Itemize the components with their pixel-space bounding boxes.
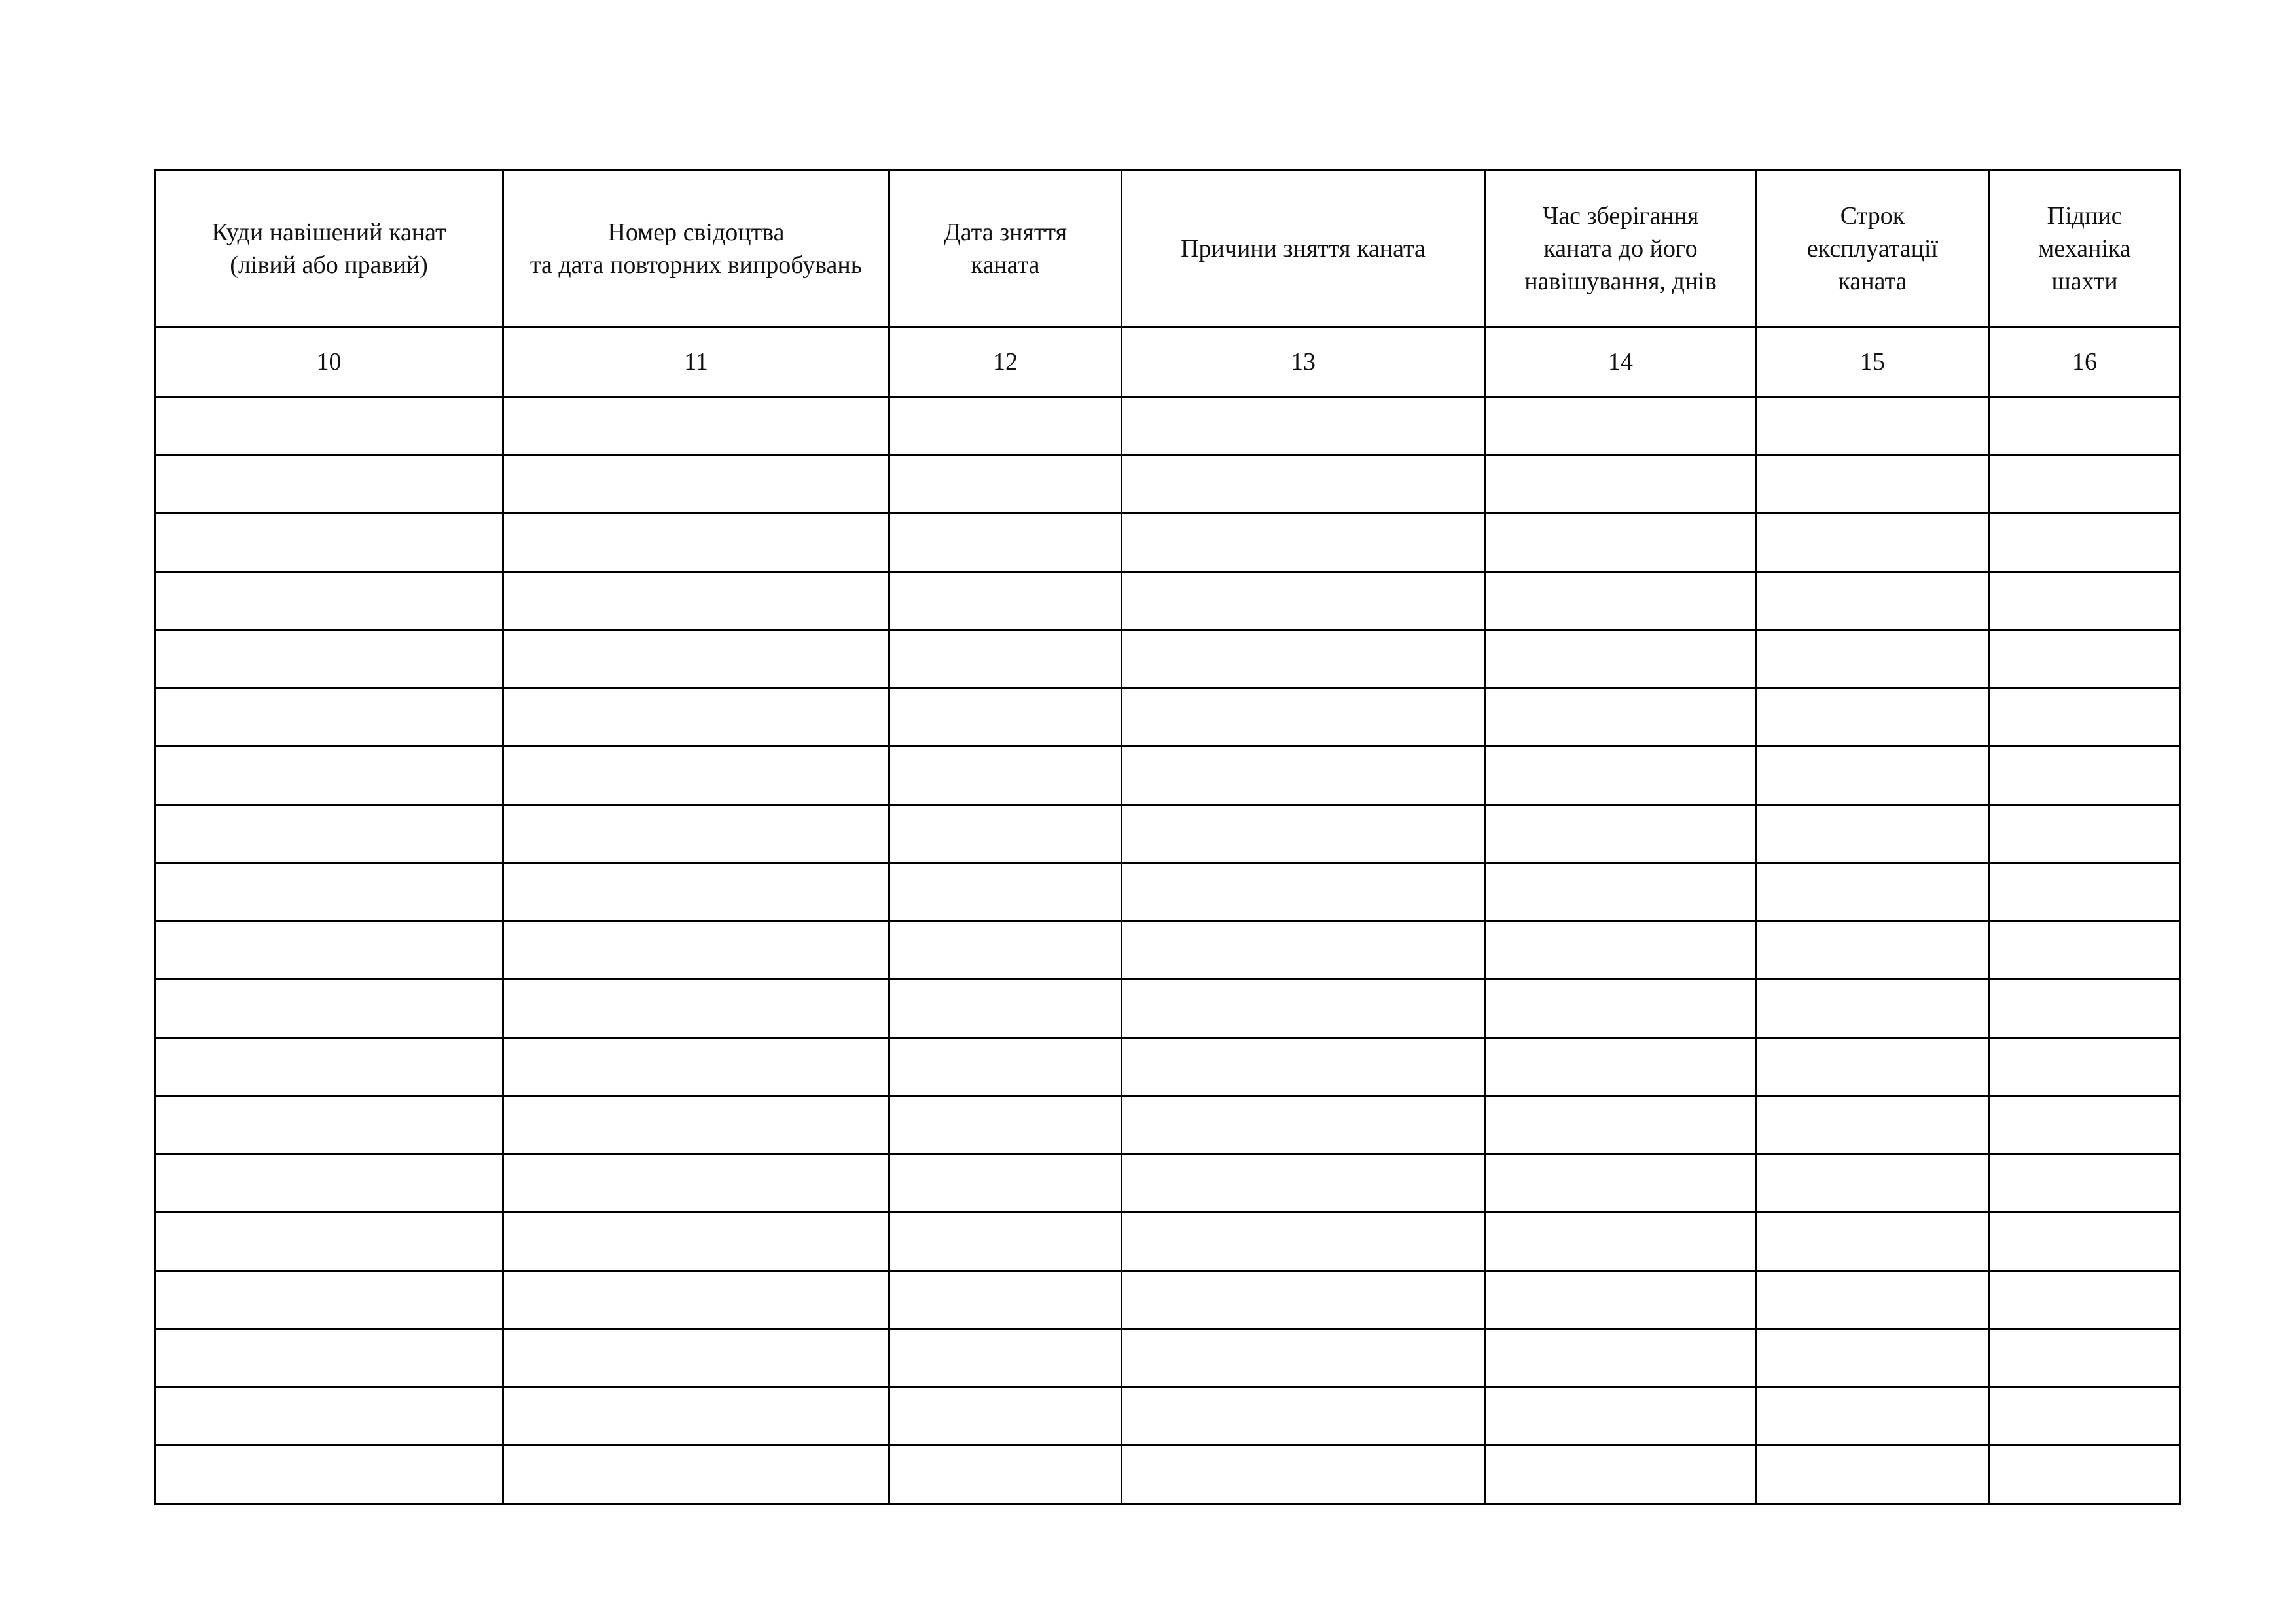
table-cell[interactable]	[1485, 630, 1757, 688]
table-cell[interactable]	[889, 397, 1122, 455]
table-cell[interactable]	[889, 921, 1122, 980]
table-cell[interactable]	[1485, 455, 1757, 514]
table-cell[interactable]	[155, 1038, 503, 1096]
table-cell[interactable]	[503, 863, 889, 921]
column-header-text: Номер свідоцтва та дата повторних випробувань	[529, 219, 863, 279]
table-cell[interactable]	[1757, 397, 1989, 455]
table-cell[interactable]	[889, 1446, 1122, 1504]
table-row	[155, 1271, 2181, 1329]
table-cell[interactable]	[1485, 572, 1757, 630]
table-cell[interactable]	[155, 747, 503, 805]
table-row	[155, 805, 2181, 863]
table-cell[interactable]	[1485, 863, 1757, 921]
table-cell[interactable]	[1485, 397, 1757, 455]
column-header	[1485, 171, 1757, 327]
table-row	[155, 980, 2181, 1038]
table-row	[155, 514, 2181, 572]
table-cell[interactable]	[1122, 1446, 1485, 1504]
table-cell[interactable]	[1122, 572, 1485, 630]
table-cell[interactable]	[503, 980, 889, 1038]
column-header-text: Час зберігання каната до його навішування, днів	[1524, 202, 1717, 295]
column-header-text: Підпис механіка шахти	[2038, 202, 2131, 295]
column-number-text: 10	[316, 348, 342, 376]
table-cell[interactable]	[889, 1213, 1122, 1271]
table-cell[interactable]	[1757, 630, 1989, 688]
table-cell[interactable]	[1989, 688, 2181, 747]
column-header	[889, 171, 1122, 327]
table-row	[155, 1213, 2181, 1271]
column-number-text: 16	[2072, 348, 2097, 376]
table-cell[interactable]	[1122, 688, 1485, 747]
table-cell[interactable]	[1485, 805, 1757, 863]
table-cell[interactable]	[155, 1446, 503, 1504]
table-cell[interactable]	[1757, 455, 1989, 514]
table-cell[interactable]	[1757, 921, 1989, 980]
table-cell[interactable]	[503, 455, 889, 514]
table-cell[interactable]	[1757, 863, 1989, 921]
table-cell[interactable]	[1989, 630, 2181, 688]
table-cell[interactable]	[503, 572, 889, 630]
table-cell[interactable]	[503, 630, 889, 688]
table-cell[interactable]	[155, 455, 503, 514]
table-cell[interactable]	[503, 688, 889, 747]
table-cell[interactable]	[503, 1096, 889, 1154]
table-cell[interactable]	[1485, 1038, 1757, 1096]
table-cell[interactable]	[1757, 1154, 1989, 1213]
table-cell[interactable]	[1485, 1446, 1757, 1504]
table-cell[interactable]	[1989, 455, 2181, 514]
table-cell[interactable]	[1757, 1446, 1989, 1504]
table-cell[interactable]	[1989, 980, 2181, 1038]
table-cell[interactable]	[155, 980, 503, 1038]
table-cell[interactable]	[503, 514, 889, 572]
table-cell[interactable]	[889, 1387, 1122, 1446]
table-cell[interactable]	[889, 805, 1122, 863]
table-cell[interactable]	[889, 863, 1122, 921]
table-cell[interactable]	[503, 1038, 889, 1096]
table-cell[interactable]	[1122, 1213, 1485, 1271]
table-cell[interactable]	[155, 1154, 503, 1213]
table-cell[interactable]	[503, 1387, 889, 1446]
table-row	[155, 1387, 2181, 1446]
table-cell[interactable]	[1122, 1271, 1485, 1329]
column-number	[1989, 327, 2181, 397]
table-cell[interactable]	[889, 1271, 1122, 1329]
table-cell[interactable]	[155, 805, 503, 863]
table-cell[interactable]	[1989, 1038, 2181, 1096]
column-number	[155, 327, 503, 397]
column-header	[1757, 171, 1989, 327]
column-number-text: 15	[1860, 348, 1885, 376]
column-header-text: Причини зняття каната	[1181, 235, 1426, 262]
table-row	[155, 1096, 2181, 1154]
column-number	[889, 327, 1122, 397]
table-cell[interactable]	[1485, 1096, 1757, 1154]
table-cell[interactable]	[155, 397, 503, 455]
table-cell[interactable]	[1122, 747, 1485, 805]
table-cell[interactable]	[1757, 514, 1989, 572]
table-cell[interactable]	[1122, 1038, 1485, 1096]
table-row	[155, 747, 2181, 805]
column-header	[1989, 171, 2181, 327]
table-cell[interactable]	[889, 688, 1122, 747]
table-cell[interactable]	[1989, 805, 2181, 863]
table-cell[interactable]	[1122, 1329, 1485, 1387]
table-cell[interactable]	[155, 1387, 503, 1446]
column-number	[1485, 327, 1757, 397]
table-cell[interactable]	[1989, 572, 2181, 630]
table-cell[interactable]	[1989, 1329, 2181, 1387]
table-cell[interactable]	[1757, 805, 1989, 863]
table-cell[interactable]	[155, 1213, 503, 1271]
table-cell[interactable]	[1122, 455, 1485, 514]
table-cell[interactable]	[1757, 572, 1989, 630]
table-row	[155, 1446, 2181, 1504]
table-row	[155, 688, 2181, 747]
column-header	[155, 171, 503, 327]
table-cell[interactable]	[1122, 980, 1485, 1038]
table-cell[interactable]	[1485, 1271, 1757, 1329]
table-header-row	[155, 171, 2181, 327]
table-cell[interactable]	[155, 630, 503, 688]
table-cell[interactable]	[1757, 747, 1989, 805]
table-cell[interactable]	[1122, 1154, 1485, 1213]
table-cell[interactable]	[1989, 1096, 2181, 1154]
table-cell[interactable]	[1485, 747, 1757, 805]
table-cell[interactable]	[889, 747, 1122, 805]
table-cell[interactable]	[503, 1329, 889, 1387]
column-number	[1122, 327, 1485, 397]
table-row	[155, 397, 2181, 455]
table-cell[interactable]	[889, 1096, 1122, 1154]
table-cell[interactable]	[503, 1154, 889, 1213]
table-cell[interactable]	[1989, 863, 2181, 921]
table-row	[155, 455, 2181, 514]
table-row	[155, 1154, 2181, 1213]
table-cell[interactable]	[1485, 688, 1757, 747]
table-cell[interactable]	[1122, 1096, 1485, 1154]
table-cell[interactable]	[1122, 863, 1485, 921]
table-cell[interactable]	[1485, 1329, 1757, 1387]
table-cell[interactable]	[889, 1154, 1122, 1213]
table-cell[interactable]	[1757, 1096, 1989, 1154]
table-cell[interactable]	[503, 921, 889, 980]
table-cell[interactable]	[1989, 1387, 2181, 1446]
table-cell[interactable]	[155, 688, 503, 747]
table-cell[interactable]	[155, 514, 503, 572]
table-cell[interactable]	[1122, 397, 1485, 455]
table-cell[interactable]	[155, 1271, 503, 1329]
table-cell[interactable]	[1989, 514, 2181, 572]
column-number	[1757, 327, 1989, 397]
table-cell[interactable]	[1485, 921, 1757, 980]
table-cell[interactable]	[503, 747, 889, 805]
table-cell[interactable]	[1989, 397, 2181, 455]
table-row	[155, 863, 2181, 921]
table-cell[interactable]	[1485, 980, 1757, 1038]
table-cell[interactable]	[889, 980, 1122, 1038]
table-cell[interactable]	[1989, 1271, 2181, 1329]
table-cell[interactable]	[889, 455, 1122, 514]
table-cell[interactable]	[1122, 630, 1485, 688]
table-cell[interactable]	[1989, 1213, 2181, 1271]
table-cell[interactable]	[155, 1096, 503, 1154]
table-cell[interactable]	[1122, 514, 1485, 572]
table-cell[interactable]	[503, 805, 889, 863]
table-cell[interactable]	[889, 1329, 1122, 1387]
table-cell[interactable]	[889, 572, 1122, 630]
table-cell[interactable]	[1757, 1271, 1989, 1329]
table-cell[interactable]	[889, 630, 1122, 688]
table-cell[interactable]	[1757, 1038, 1989, 1096]
table-cell[interactable]	[1122, 1387, 1485, 1446]
table-row	[155, 1329, 2181, 1387]
column-number-text: 13	[1291, 348, 1316, 376]
table-cell[interactable]	[1485, 1154, 1757, 1213]
table-cell[interactable]	[503, 1213, 889, 1271]
table-cell[interactable]	[503, 1271, 889, 1329]
table-cell[interactable]	[1757, 980, 1989, 1038]
table-cell[interactable]	[889, 1038, 1122, 1096]
table-cell[interactable]	[1989, 1446, 2181, 1504]
table-cell[interactable]	[503, 1446, 889, 1504]
column-header	[1122, 171, 1485, 327]
rope-log-table	[154, 169, 2181, 1505]
table-cell[interactable]	[155, 863, 503, 921]
table-cell[interactable]	[155, 572, 503, 630]
table-cell[interactable]	[1989, 921, 2181, 980]
column-number-text: 12	[993, 348, 1018, 376]
column-number-row	[155, 327, 2181, 397]
column-header-text: Куди навішений канат (лівий або правий)	[211, 219, 446, 279]
table-cell[interactable]	[1122, 805, 1485, 863]
table-cell[interactable]	[1757, 1329, 1989, 1387]
table-cell[interactable]	[1757, 1213, 1989, 1271]
column-number-text: 11	[684, 348, 708, 376]
table-cell[interactable]	[1485, 1387, 1757, 1446]
table-cell[interactable]	[1485, 514, 1757, 572]
table-cell[interactable]	[503, 397, 889, 455]
table-cell[interactable]	[1989, 747, 2181, 805]
table-row	[155, 921, 2181, 980]
table-cell[interactable]	[1757, 1387, 1989, 1446]
table-row	[155, 630, 2181, 688]
table-cell[interactable]	[1485, 1213, 1757, 1271]
column-header-text: Дата зняття каната	[943, 219, 1067, 279]
table-cell[interactable]	[1757, 688, 1989, 747]
table-cell[interactable]	[155, 921, 503, 980]
column-header-text: Строк експлуатації каната	[1806, 202, 1939, 295]
table-row	[155, 1038, 2181, 1096]
column-number-text: 14	[1608, 348, 1633, 376]
table-cell[interactable]	[1122, 921, 1485, 980]
table-cell[interactable]	[1989, 1154, 2181, 1213]
table-row	[155, 572, 2181, 630]
column-header	[503, 171, 889, 327]
column-number	[503, 327, 889, 397]
table-cell[interactable]	[889, 514, 1122, 572]
table-cell[interactable]	[155, 1329, 503, 1387]
